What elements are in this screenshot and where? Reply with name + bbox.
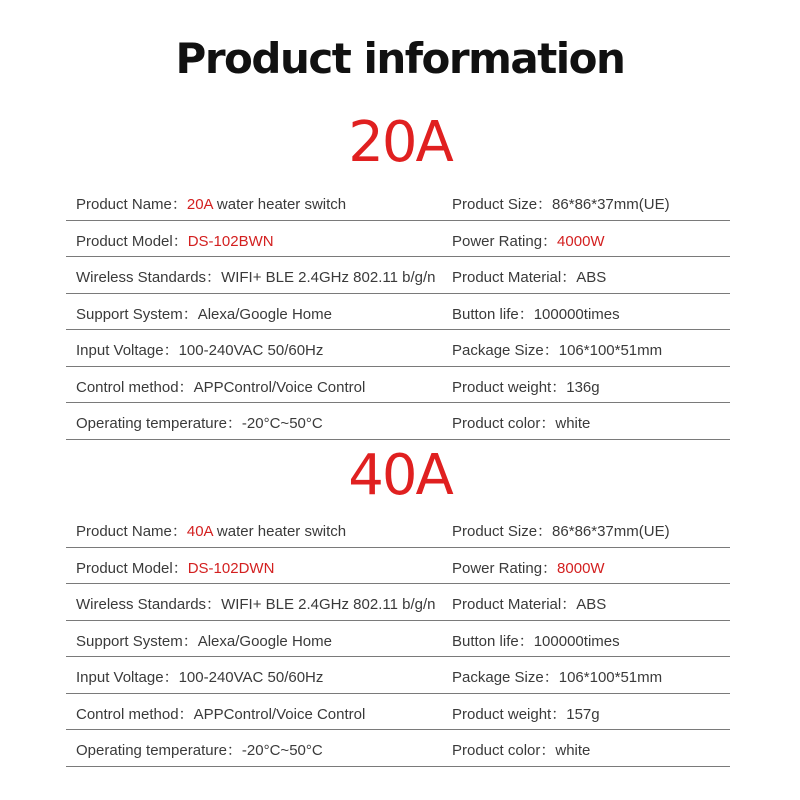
spec-label: Operating temperature： xyxy=(76,415,242,432)
spec-cell-left xyxy=(76,193,346,214)
spec-label: Power Rating： xyxy=(452,232,558,250)
spec-value: 100-240VAC 50/60Hz xyxy=(178,669,324,686)
spec-cell-right xyxy=(452,412,590,433)
spec-value: water heater switch xyxy=(212,523,347,540)
spec-cell-left xyxy=(76,593,435,614)
spec-cell-right xyxy=(452,593,606,614)
spec-label: Control method： xyxy=(76,705,194,723)
spec-label: Product Material： xyxy=(452,269,577,286)
spec-cell-left xyxy=(76,303,332,324)
spec-cell-right xyxy=(452,666,662,687)
spec-value: ABS xyxy=(576,596,607,613)
spec-value: 157g xyxy=(566,705,600,723)
table-row xyxy=(66,184,730,221)
spec-value: WIFI+ BLE 2.4GHz 802.11 b/g/n xyxy=(221,269,436,286)
spec-cell-left xyxy=(76,703,365,724)
spec-label: Product Model： xyxy=(76,232,188,250)
spec-label: Product Material： xyxy=(452,596,577,613)
spec-value: 100-240VAC 50/60Hz xyxy=(178,342,324,359)
spec-label: Product Model： xyxy=(76,559,188,577)
spec-cell-left xyxy=(76,376,365,397)
spec-cell-right xyxy=(452,630,620,651)
table-row xyxy=(66,257,730,294)
spec-cell-left xyxy=(76,339,323,360)
spec-cell-left xyxy=(76,412,323,433)
spec-label: Product Size： xyxy=(452,196,553,213)
spec-highlight: DS-102DWN xyxy=(187,559,275,577)
table-row xyxy=(66,221,730,258)
spec-label: Button life： xyxy=(452,305,534,323)
spec-cell-right xyxy=(452,376,600,397)
spec-value: 86*86*37mm(UE) xyxy=(552,523,670,540)
spec-label: Operating temperature： xyxy=(76,742,242,759)
table-row xyxy=(66,548,730,585)
spec-value: 100000times xyxy=(533,632,620,650)
spec-label: Input Voltage： xyxy=(76,669,179,686)
spec-value: APPControl/Voice Control xyxy=(193,378,366,396)
spec-highlight: 40A xyxy=(186,523,213,540)
table-row xyxy=(66,657,730,694)
spec-highlight: 4000W xyxy=(557,232,605,250)
spec-value: 106*100*51mm xyxy=(558,342,663,359)
spec-value: 100000times xyxy=(533,305,620,323)
spec-cell-right xyxy=(452,266,606,287)
spec-label: Product color： xyxy=(452,415,556,432)
spec-cell-left xyxy=(76,557,274,578)
table-row xyxy=(66,511,730,548)
spec-cell-left xyxy=(76,630,332,651)
spec-value: Alexa/Google Home xyxy=(197,305,332,323)
spec-value: -20°C~50°C xyxy=(241,742,323,759)
spec-cell-right xyxy=(452,230,605,251)
spec-label: Package Size： xyxy=(452,342,559,359)
spec-cell-right xyxy=(452,339,662,360)
spec-cell-right xyxy=(452,557,605,578)
spec-value: APPControl/Voice Control xyxy=(193,705,366,723)
spec-value: water heater switch xyxy=(212,196,347,213)
spec-value: -20°C~50°C xyxy=(241,415,323,432)
spec-cell-left xyxy=(76,266,435,287)
spec-cell-left xyxy=(76,230,274,251)
spec-highlight: 8000W xyxy=(557,559,605,577)
spec-cell-right xyxy=(452,739,590,760)
table-row xyxy=(66,294,730,331)
spec-label: Control method： xyxy=(76,378,194,396)
spec-table-20a xyxy=(66,184,730,440)
table-row xyxy=(66,584,730,621)
spec-label: Product Name： xyxy=(76,523,187,540)
spec-value: white xyxy=(555,415,591,432)
table-row xyxy=(66,367,730,404)
spec-cell-right xyxy=(452,703,600,724)
spec-label: Power Rating： xyxy=(452,559,558,577)
table-row xyxy=(66,730,730,767)
spec-label: Product weight： xyxy=(452,705,567,723)
table-row xyxy=(66,403,730,440)
spec-cell-left xyxy=(76,739,323,760)
spec-label: Wireless Standards： xyxy=(76,269,222,286)
spec-value: Alexa/Google Home xyxy=(197,632,332,650)
spec-table-40a xyxy=(66,511,730,767)
spec-label: Product Size： xyxy=(452,523,553,540)
spec-label: Input Voltage： xyxy=(76,342,179,359)
spec-value: ABS xyxy=(576,269,607,286)
spec-cell-left xyxy=(76,520,346,541)
spec-label: Button life： xyxy=(452,632,534,650)
table-row xyxy=(66,330,730,367)
table-row xyxy=(66,621,730,658)
spec-label: Wireless Standards： xyxy=(76,596,222,613)
spec-cell-right xyxy=(452,193,670,214)
spec-cell-right xyxy=(452,303,620,324)
section-heading-40a: 40A xyxy=(348,443,452,508)
spec-label: Support System： xyxy=(76,305,198,323)
spec-label: Support System： xyxy=(76,632,198,650)
section-heading-20a: 20A xyxy=(348,110,452,175)
spec-value: 136g xyxy=(566,378,600,396)
spec-highlight: DS-102BWN xyxy=(187,232,274,250)
spec-cell-right xyxy=(452,520,670,541)
spec-label: Product color： xyxy=(452,742,556,759)
spec-cell-left xyxy=(76,666,323,687)
spec-highlight: 20A xyxy=(186,196,213,213)
spec-value: 106*100*51mm xyxy=(558,669,663,686)
spec-value: WIFI+ BLE 2.4GHz 802.11 b/g/n xyxy=(221,596,436,613)
table-row xyxy=(66,694,730,731)
spec-value: 86*86*37mm(UE) xyxy=(552,196,670,213)
spec-label: Package Size： xyxy=(452,669,559,686)
page-title: Product information xyxy=(175,34,625,83)
spec-label: Product weight： xyxy=(452,378,567,396)
spec-value: white xyxy=(555,742,591,759)
spec-label: Product Name： xyxy=(76,196,187,213)
